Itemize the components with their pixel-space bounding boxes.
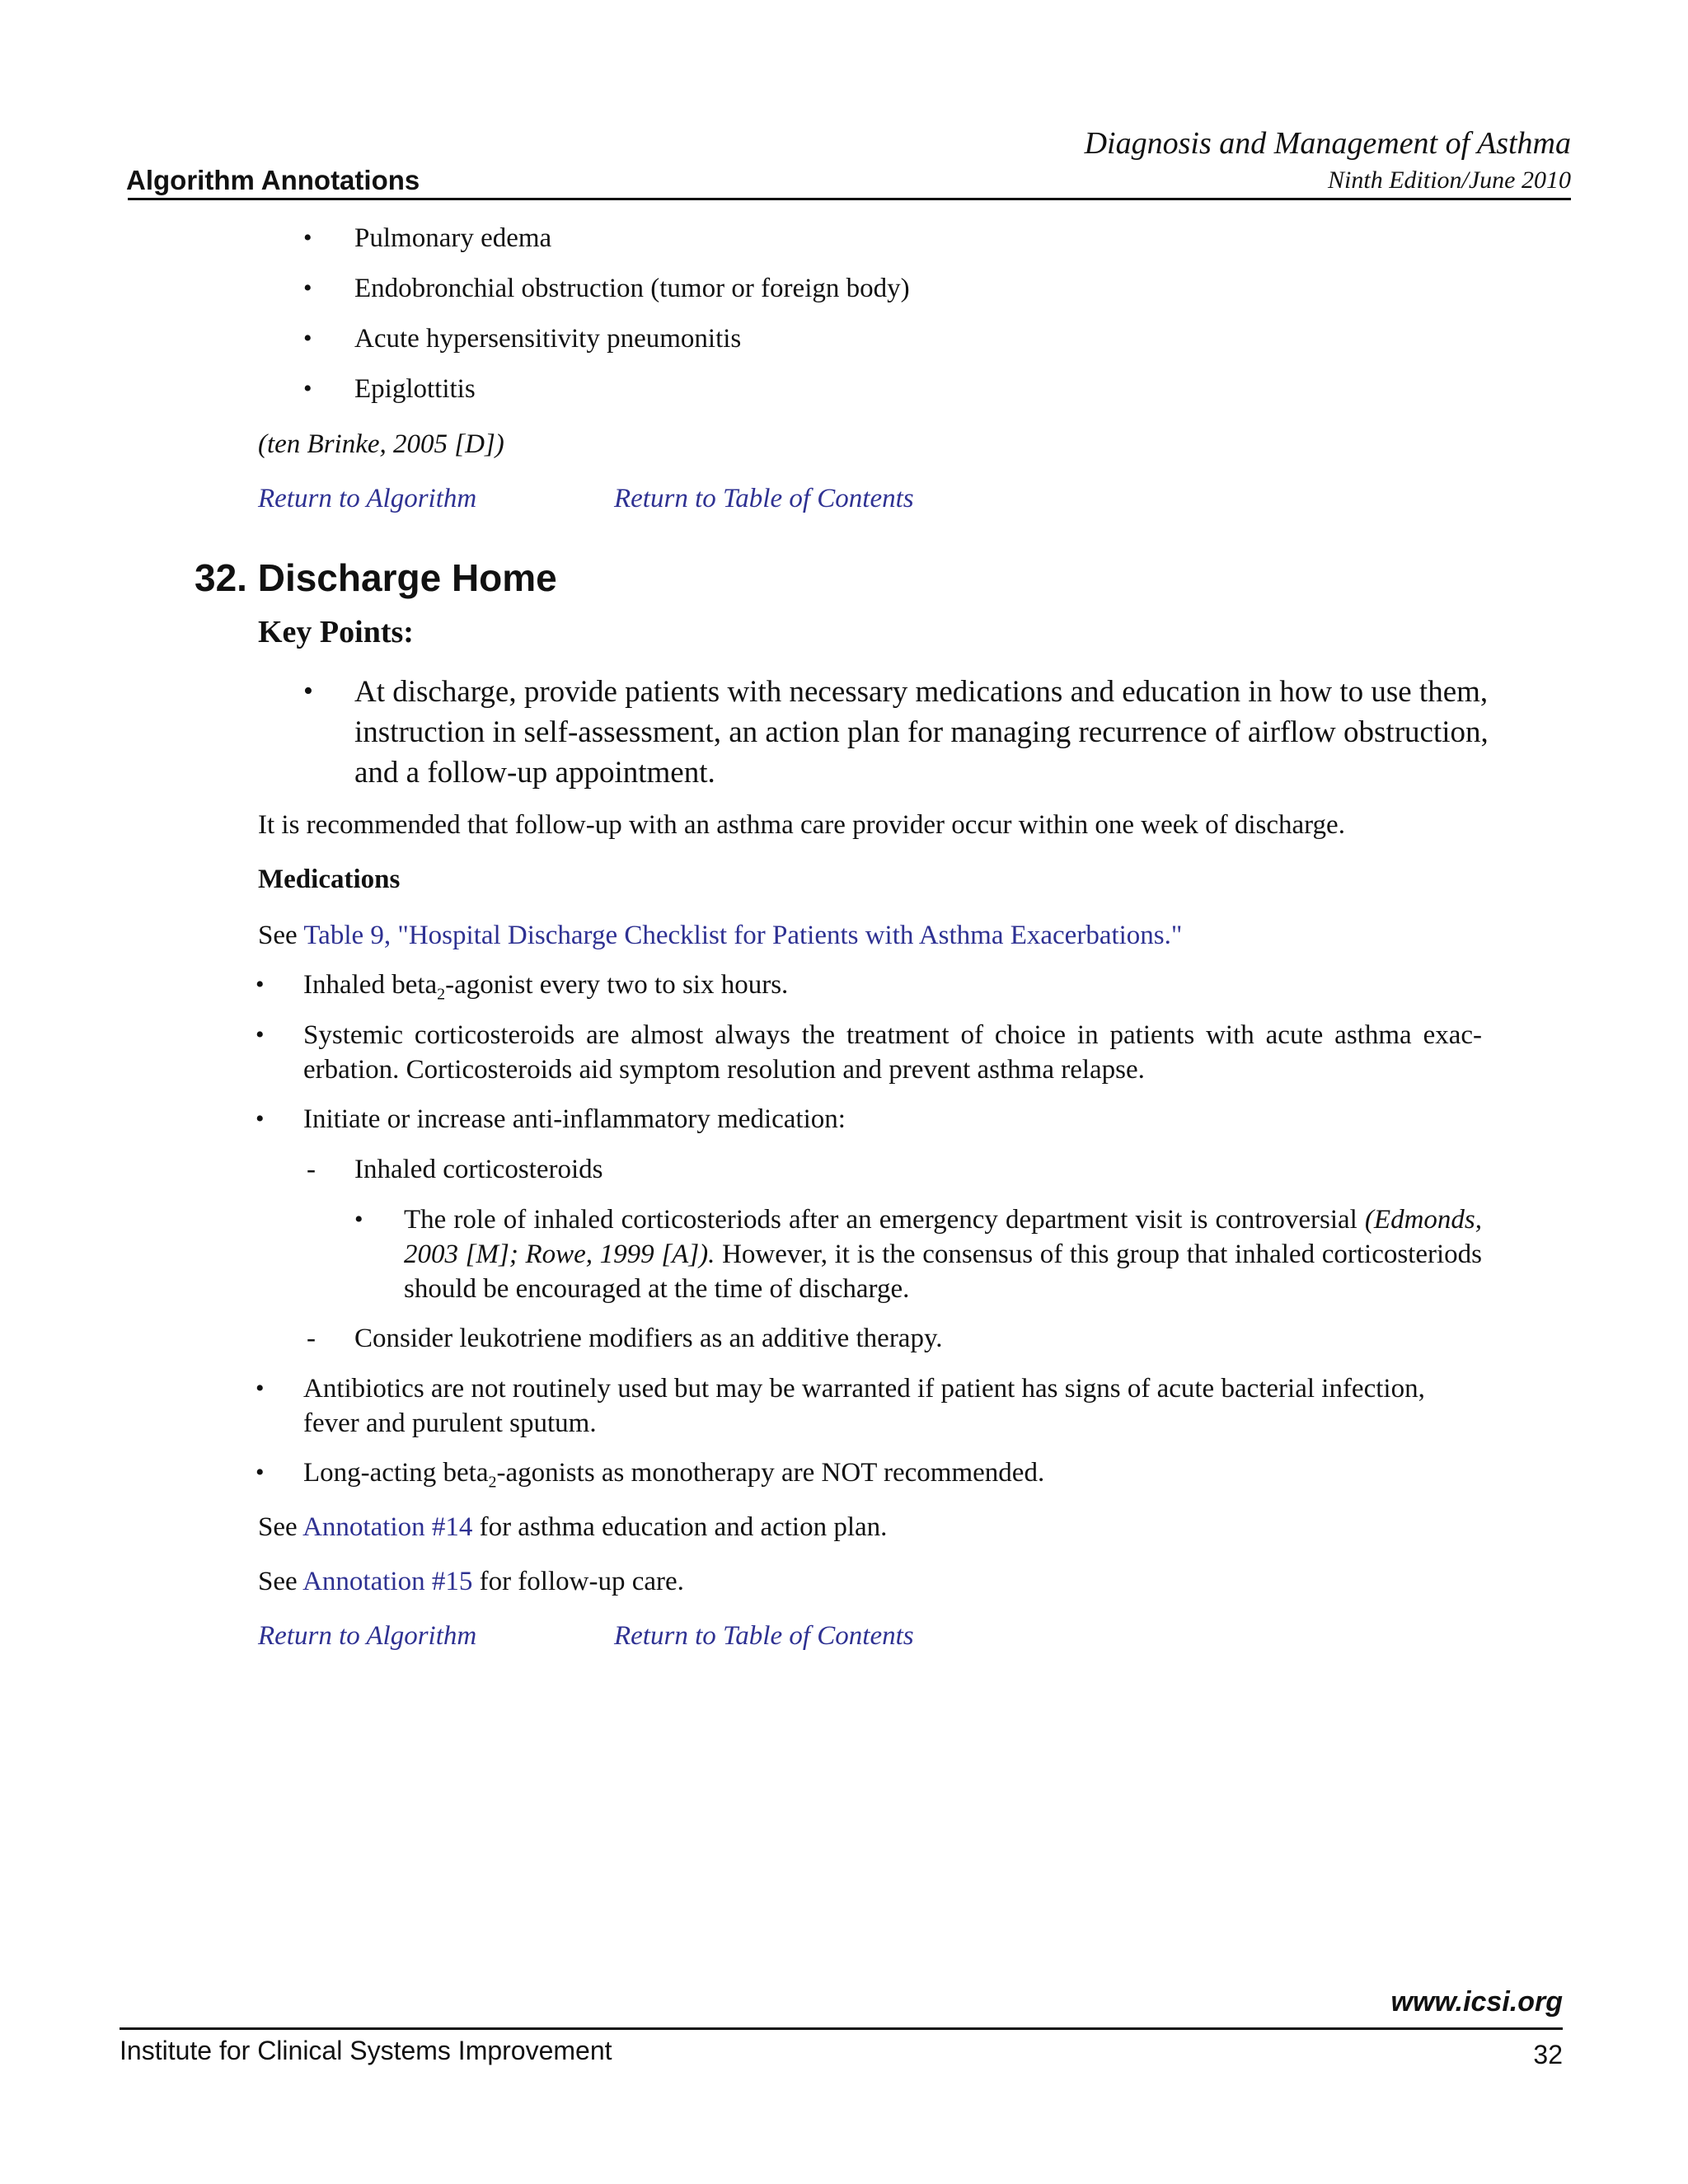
bullet-icon: • [303, 676, 313, 706]
bullet-icon: • [256, 971, 265, 998]
list-item: Initiate or increase anti-inflammatory medication: [303, 1104, 846, 1134]
bullet-icon: • [303, 224, 312, 251]
section-heading: 32. Discharge Home [195, 556, 557, 599]
list-item: Systemic corticosteroids are almost always the treatment of choice in patients with acute asthma exac-erbation. Corticosteroids aid symptom resolution and prevent asthma relapse. [303, 1020, 1482, 1085]
see-prefix: See [258, 921, 298, 950]
list-item: Epiglottitis [354, 374, 476, 404]
table-reference [258, 918, 1182, 953]
key-point-text: At discharge, provide patients with necessary medications and education in how to use them, instruction in self-assessment, an action plan for managing recurrence of airflow obstruction, and a follow-up appointment. [354, 675, 1489, 790]
return-to-toc-link[interactable]: Return to Table of Contents [614, 1621, 914, 1651]
bullet-icon: • [354, 1206, 363, 1233]
followup-recommendation: It is recommended that follow-up with an asthma care provider occur within one week of discharge. [258, 810, 1345, 840]
bullet-icon: • [256, 1459, 265, 1486]
bullet-icon: • [256, 1021, 265, 1048]
footer-organization: Institute for Clinical Systems Improvement [120, 2036, 612, 2065]
document-edition: Ninth Edition/June 2010 [1328, 166, 1571, 194]
footer-divider [120, 2027, 1563, 2030]
list-item: Endobronchial obstruction (tumor or foreign body) [354, 274, 910, 303]
page-number: 32 [1533, 2040, 1563, 2069]
annotation-14-reference: See Annotation #14 for asthma education and action plan. [258, 1512, 888, 1542]
footer-url: www.icsi.org [1390, 1986, 1563, 2018]
medications-heading: Medications [258, 865, 401, 894]
list-item: Pulmonary edema [354, 223, 552, 253]
bullet-icon: • [303, 325, 312, 352]
list-item: Consider leukotriene modifiers as an additive therapy. [354, 1324, 943, 1353]
list-item: Antibiotics are not routinely used but may be warranted if patient has signs of acute bacterial infection, fever and purulent sputum. [303, 1374, 1425, 1438]
bullet-icon: • [303, 375, 312, 402]
bullet-icon: • [303, 274, 312, 302]
section-header: Algorithm Annotations [126, 165, 420, 195]
list-item: Acute hypersensitivity pneumonitis [354, 324, 742, 354]
document-title: Diagnosis and Management of Asthma [1084, 126, 1571, 161]
bullet-icon: • [256, 1375, 265, 1402]
return-to-algorithm-link[interactable]: Return to Algorithm [258, 484, 477, 513]
citation: (ten Brinke, 2005 [D]) [258, 429, 504, 459]
list-item: Inhaled corticosteroids [354, 1155, 603, 1184]
bullet-icon: • [256, 1105, 265, 1132]
dash-icon: - [307, 1155, 316, 1184]
annotation-15-link[interactable]: Annotation #15 [302, 1567, 473, 1596]
list-item: The role of inhaled corticosteriods after an emergency department visit is controversial (Edmonds, 2003 [M]; Rowe, 1999 [A]). However, it is the consensus of this group that inhaled corticosteriods should be encouraged at the time of discharge. [404, 1205, 1482, 1304]
annotation-14-link[interactable]: Annotation #14 [302, 1512, 473, 1542]
dash-icon: - [307, 1324, 316, 1353]
key-points-label: Key Points: [258, 615, 414, 649]
annotation-15-reference: See Annotation #15 for follow-up care. [258, 1567, 684, 1596]
return-to-algorithm-link[interactable]: Return to Algorithm [258, 1621, 477, 1651]
return-to-toc-link[interactable]: Return to Table of Contents [614, 484, 914, 513]
list-item: Long-acting beta$_2$-agonists as monotherapy are NOT recommended. [303, 1458, 1045, 1492]
table-9-link[interactable]: Table 9, "Hospital Discharge Checklist for Patients with Asthma Exacerbations." [303, 921, 1183, 950]
list-item: Inhaled beta$_2$-agonist every two to six hours. [303, 970, 789, 1004]
header-divider [128, 198, 1571, 200]
